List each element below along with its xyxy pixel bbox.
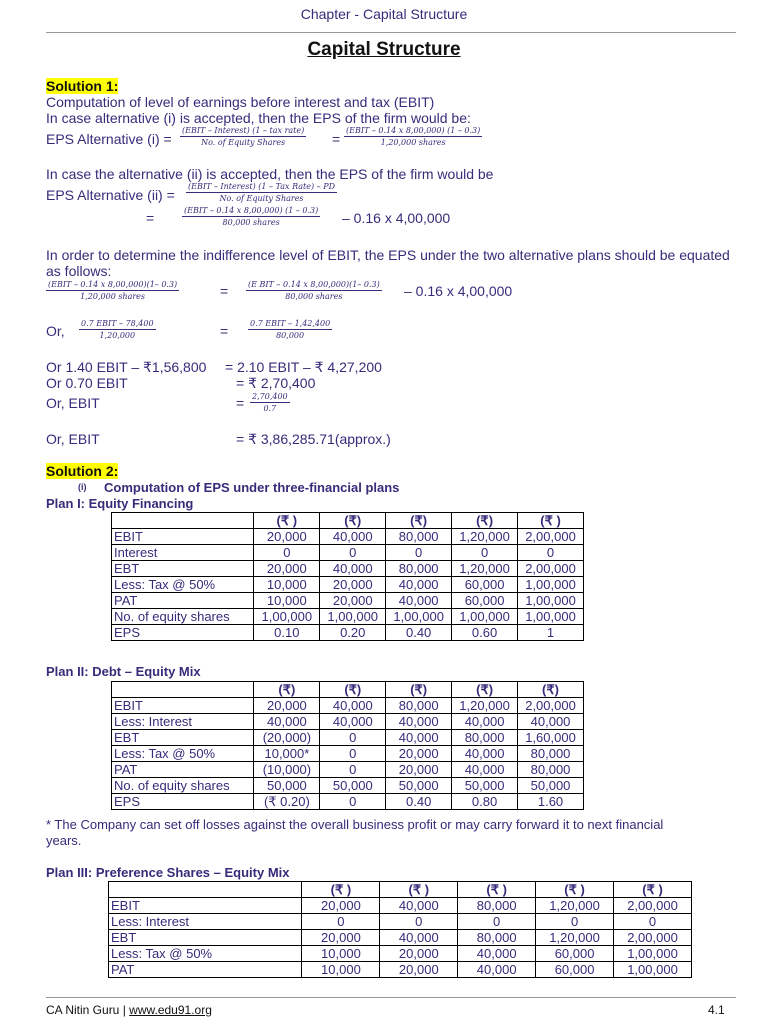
table-cell: (₹ 0.20) <box>254 794 320 810</box>
table-cell: 0.80 <box>452 794 518 810</box>
column-header: (₹) <box>386 513 452 529</box>
table-cell: 1,20,000 <box>536 930 614 946</box>
column-header <box>109 882 302 898</box>
table-row <box>112 593 584 609</box>
table-cell: 40,000 <box>458 946 536 962</box>
table-cell: 40,000 <box>380 898 458 914</box>
table-cell: 20,000 <box>254 529 320 545</box>
table-cell: 0 <box>614 914 692 930</box>
table-cell: 40,000 <box>320 529 386 545</box>
table-cell: 20,000 <box>302 898 380 914</box>
table-cell: 20,000 <box>320 577 386 593</box>
eps-alt2-equals: = <box>146 210 155 226</box>
table-cell: 40,000 <box>380 930 458 946</box>
column-header: (₹) <box>386 682 452 698</box>
row-label: EBT <box>112 561 254 577</box>
table-cell: 0.20 <box>320 625 386 641</box>
table-cell: 60,000 <box>536 962 614 978</box>
column-header <box>112 513 254 529</box>
footer-site-link[interactable]: www.edu91.org <box>129 1003 212 1017</box>
table-row <box>109 946 692 962</box>
sol1-line2: In case alternative (i) is accepted, then the EPS of the firm would be: <box>46 110 471 126</box>
column-header: (₹ ) <box>302 882 380 898</box>
eps-alt1-formula: (EBIT – Interest) (1 – tax rate) No. of Equity Shares <box>182 126 305 147</box>
table-row <box>112 625 584 641</box>
row-label: Interest <box>112 545 254 561</box>
table-cell: 10,000 <box>254 577 320 593</box>
table-cell: 0 <box>254 545 320 561</box>
sol1-line3: In case the alternative (ii) is accepted, then the EPS of the firm would be <box>46 166 494 182</box>
table-cell: 80,000 <box>386 698 452 714</box>
or-equals: = <box>220 323 229 339</box>
row-label: EBT <box>112 730 254 746</box>
table-cell: 60,000 <box>452 577 518 593</box>
table-cell: (10,000) <box>254 762 320 778</box>
table-cell: 0 <box>536 914 614 930</box>
indiff-left-fraction: (EBIT – 0.14 x 8,00,000)(1– 0.3) 1,20,000 shares <box>48 280 178 301</box>
table-header-row <box>112 682 584 698</box>
table-cell: 1,00,000 <box>518 609 584 625</box>
table-cell: 50,000 <box>386 778 452 794</box>
table-row <box>112 561 584 577</box>
sub-number: (i) <box>78 482 87 492</box>
table-cell: 20,000 <box>302 930 380 946</box>
table-cell: 1,20,000 <box>452 698 518 714</box>
table-cell: 80,000 <box>458 898 536 914</box>
table-cell: 40,000 <box>386 714 452 730</box>
or-right-fraction: 0.7 EBIT – 1,42,400 80,000 <box>250 319 331 340</box>
table-cell: 80,000 <box>452 730 518 746</box>
table-row <box>112 545 584 561</box>
table-row <box>109 930 692 946</box>
plan3-table <box>108 881 692 978</box>
step3-equals: = <box>236 395 245 411</box>
table-row <box>109 914 692 930</box>
table-cell: 40,000 <box>254 714 320 730</box>
table-cell: 40,000 <box>386 593 452 609</box>
table-cell: 40,000 <box>320 698 386 714</box>
plan2-title: Plan II: Debt – Equity Mix <box>46 664 201 679</box>
step4-left: Or, EBIT <box>46 431 100 447</box>
plan2-note-line2: years. <box>46 833 82 848</box>
table-row <box>112 730 584 746</box>
table-cell: 1,00,000 <box>518 577 584 593</box>
table-cell: 0.40 <box>386 794 452 810</box>
table-row <box>112 714 584 730</box>
table-cell: 10,000 <box>302 946 380 962</box>
table-row <box>112 746 584 762</box>
table-cell: 1,60,000 <box>518 730 584 746</box>
row-label: EBIT <box>109 898 302 914</box>
table-cell: 2,00,000 <box>518 529 584 545</box>
table-cell: 80,000 <box>386 561 452 577</box>
solution-1-heading: Solution 1: <box>46 78 119 94</box>
table-cell: 1,00,000 <box>518 593 584 609</box>
row-label: EBIT <box>112 529 254 545</box>
table-cell: 0 <box>518 545 584 561</box>
eps-alt1-equals: = <box>332 131 341 147</box>
row-label: EBIT <box>112 698 254 714</box>
table-cell: 40,000 <box>320 561 386 577</box>
page-title: Capital Structure <box>307 39 461 60</box>
table-cell: 50,000 <box>320 778 386 794</box>
column-header: (₹ ) <box>458 882 536 898</box>
eps-alt2-preference-term: – 0.16 x 4,00,000 <box>342 210 451 226</box>
solution-2-heading: Solution 2: <box>46 463 119 479</box>
table-row <box>112 762 584 778</box>
or-label-1: Or, <box>46 323 65 339</box>
row-label: PAT <box>112 762 254 778</box>
plan1-table <box>111 512 584 641</box>
table-cell: 0 <box>380 914 458 930</box>
table-cell: 2,00,000 <box>518 698 584 714</box>
sol1-line1: Computation of level of earnings before interest and tax (EBIT) <box>46 94 435 110</box>
table-cell: 0 <box>302 914 380 930</box>
table-header-row <box>112 513 584 529</box>
table-cell: 50,000 <box>452 778 518 794</box>
table-cell: 1 <box>518 625 584 641</box>
plan1-title: Plan I: Equity Financing <box>46 496 194 511</box>
row-label: No. of equity shares <box>112 609 254 625</box>
table-cell: 40,000 <box>458 962 536 978</box>
row-label: Less: Tax @ 50% <box>109 946 302 962</box>
table-cell: 0.10 <box>254 625 320 641</box>
chapter-header: Chapter - Capital Structure <box>300 6 468 22</box>
table-header-row <box>109 882 692 898</box>
table-cell: 50,000 <box>518 778 584 794</box>
table-cell: 0 <box>386 545 452 561</box>
table-cell: 10,000 <box>302 962 380 978</box>
table-cell: 40,000 <box>320 714 386 730</box>
column-header: (₹ ) <box>380 882 458 898</box>
table-cell: 10,000* <box>254 746 320 762</box>
column-header: (₹ ) <box>254 513 320 529</box>
row-label: Less: Interest <box>109 914 302 930</box>
table-cell: 80,000 <box>458 930 536 946</box>
row-label: EBT <box>109 930 302 946</box>
table-row <box>109 898 692 914</box>
table-cell: 1,00,000 <box>254 609 320 625</box>
table-row <box>112 698 584 714</box>
step2-right: = ₹ 2,70,400 <box>236 375 316 391</box>
table-cell: 60,000 <box>536 946 614 962</box>
row-label: EPS <box>112 794 254 810</box>
table-cell: 80,000 <box>518 746 584 762</box>
column-header: (₹) <box>452 682 518 698</box>
table-cell: 40,000 <box>386 730 452 746</box>
table-cell: 1,00,000 <box>614 946 692 962</box>
table-row <box>112 609 584 625</box>
step1-left: Or 1.40 EBIT – ₹1,56,800 <box>46 359 207 375</box>
table-cell: 0 <box>458 914 536 930</box>
header-divider <box>46 32 736 33</box>
sol1-line4a: In order to determine the indifference level of EBIT, the EPS under the two alternative plans should be equated <box>46 247 730 263</box>
table-cell: 20,000 <box>320 593 386 609</box>
sol1-line4b: as follows: <box>46 263 112 279</box>
table-cell: 1,00,000 <box>386 609 452 625</box>
table-row <box>112 577 584 593</box>
sub-title: Computation of EPS under three-financial plans <box>104 480 400 495</box>
table-cell: 20,000 <box>380 962 458 978</box>
column-header: (₹) <box>254 682 320 698</box>
eps-alt2-label: EPS Alternative (ii) = <box>46 187 175 203</box>
table-cell: 10,000 <box>254 593 320 609</box>
step1-right: = 2.10 EBIT – ₹ 4,27,200 <box>225 359 382 375</box>
column-header: (₹) <box>518 682 584 698</box>
column-header: (₹ ) <box>614 882 692 898</box>
table-cell: 80,000 <box>518 762 584 778</box>
table-cell: 50,000 <box>254 778 320 794</box>
step3-left: Or, EBIT <box>46 395 100 411</box>
table-cell: 2,00,000 <box>614 930 692 946</box>
row-label: Less: Interest <box>112 714 254 730</box>
step2-left: Or 0.70 EBIT <box>46 375 128 391</box>
table-cell: 20,000 <box>386 762 452 778</box>
table-cell: 2,00,000 <box>518 561 584 577</box>
row-label: Less: Tax @ 50% <box>112 577 254 593</box>
table-cell: 40,000 <box>452 714 518 730</box>
plan3-title: Plan III: Preference Shares – Equity Mix <box>46 865 290 880</box>
step3-fraction: $\frac{2,70,400}{0.7}$ <box>252 392 288 413</box>
column-header <box>112 682 254 698</box>
table-cell: 1,00,000 <box>452 609 518 625</box>
step4-right: = ₹ 3,86,285.71(approx.) <box>236 431 391 447</box>
table-cell: 80,000 <box>386 529 452 545</box>
row-label: Less: Tax @ 50% <box>112 746 254 762</box>
eps-alt1-label: EPS Alternative (i) = <box>46 131 172 147</box>
table-cell: 0 <box>320 545 386 561</box>
plan2-table <box>111 681 584 810</box>
table-cell: 20,000 <box>380 946 458 962</box>
table-cell: 1,20,000 <box>452 561 518 577</box>
table-cell: 60,000 <box>452 593 518 609</box>
table-cell: 1,20,000 <box>452 529 518 545</box>
eps-alt2-formula: (EBIT – Interest) (1 – Tax Rate) – PD No. of Equity Shares <box>188 182 335 203</box>
row-label: PAT <box>109 962 302 978</box>
table-cell: 1.60 <box>518 794 584 810</box>
table-cell: 40,000 <box>518 714 584 730</box>
table-cell: 1,20,000 <box>536 898 614 914</box>
table-cell: 0 <box>320 730 386 746</box>
row-label: PAT <box>112 593 254 609</box>
table-cell: 20,000 <box>386 746 452 762</box>
or-left-fraction: 0.7 EBIT – 78,400 1,20,000 <box>81 319 154 340</box>
indiff-equals: = <box>220 283 229 299</box>
table-row <box>112 529 584 545</box>
table-cell: 0 <box>452 545 518 561</box>
eps-alt1-substituted: (EBIT – 0.14 x 8,00,000) (1 – 0.3) 1,20,000 shares <box>346 126 481 147</box>
table-cell: 20,000 <box>254 698 320 714</box>
table-cell: 1,00,000 <box>614 962 692 978</box>
table-cell: 20,000 <box>254 561 320 577</box>
row-label: EPS <box>112 625 254 641</box>
footer-author: CA Nitin Guru | <box>46 1003 130 1017</box>
table-cell: 1,00,000 <box>320 609 386 625</box>
column-header: (₹) <box>320 682 386 698</box>
table-cell: 0.40 <box>386 625 452 641</box>
table-cell: 0 <box>320 762 386 778</box>
footer-credit <box>46 1003 212 1017</box>
table-cell: (20,000) <box>254 730 320 746</box>
table-cell: 40,000 <box>452 762 518 778</box>
table-cell: 0.60 <box>452 625 518 641</box>
footer-divider <box>46 997 736 998</box>
eps-alt2-substituted: (EBIT – 0.14 x 8,00,000) (1 – 0.3) 80,000 shares <box>184 206 319 227</box>
column-header: (₹ ) <box>518 513 584 529</box>
table-row <box>112 794 584 810</box>
table-cell: 40,000 <box>452 746 518 762</box>
indiff-preference-term: – 0.16 x 4,00,000 <box>404 283 513 299</box>
table-row <box>109 962 692 978</box>
column-header: (₹) <box>452 513 518 529</box>
page-number: 4.1 <box>708 1003 725 1017</box>
column-header: (₹ ) <box>536 882 614 898</box>
table-row <box>112 778 584 794</box>
table-cell: 0 <box>320 746 386 762</box>
table-cell: 40,000 <box>386 577 452 593</box>
plan2-note-line1: * The Company can set off losses against the overall business profit or may carry forward it to next financial <box>46 817 664 832</box>
indiff-right-fraction: (E BIT – 0.14 x 8,00,000)(1– 0.3) 80,000 shares <box>248 280 380 301</box>
column-header: (₹) <box>320 513 386 529</box>
table-cell: 2,00,000 <box>614 898 692 914</box>
table-cell: 0 <box>320 794 386 810</box>
row-label: No. of equity shares <box>112 778 254 794</box>
